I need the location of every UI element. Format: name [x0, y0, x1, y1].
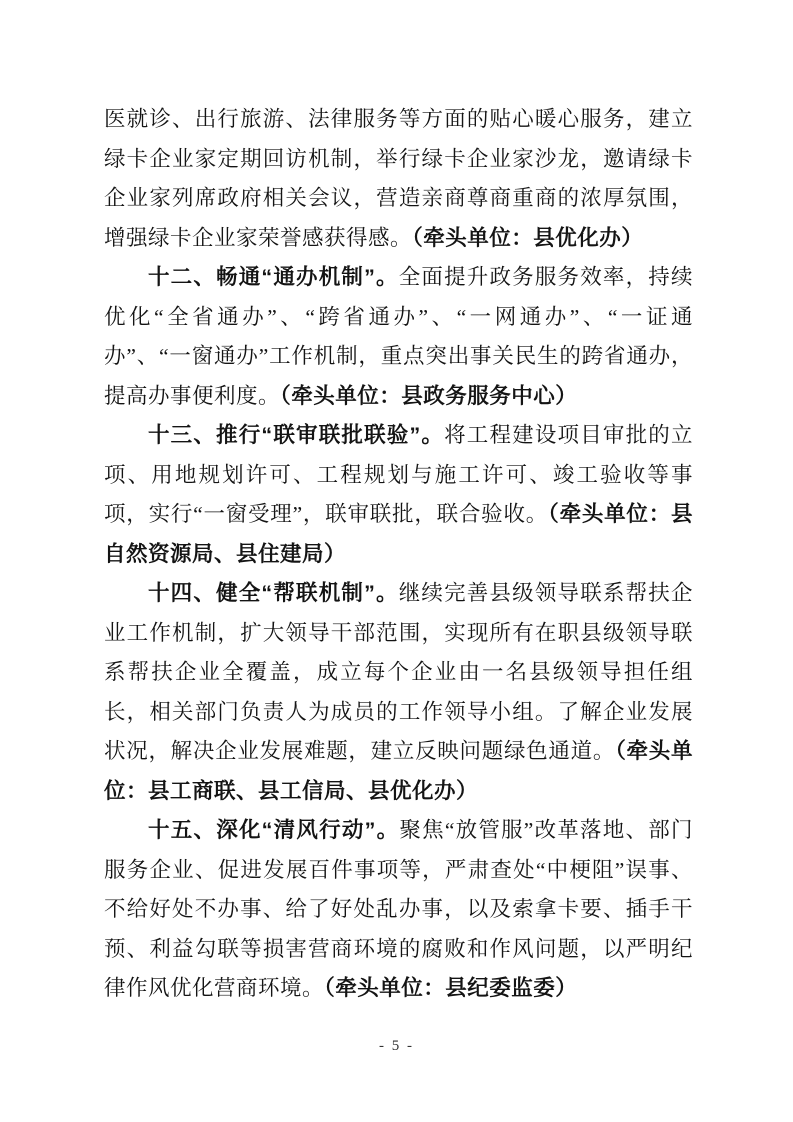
- paragraph-item-12: [104, 258, 693, 416]
- paragraph-continuation: [104, 100, 693, 258]
- lead-unit-label: （牵头单位：县纪委监委）: [324, 976, 578, 1000]
- paragraph-item-14: [104, 574, 693, 811]
- lead-unit-label: （牵头单位：县优化办）: [412, 225, 644, 250]
- item-heading: 十二、畅通“通办机制”。: [148, 265, 399, 289]
- item-heading: 十四、健全“帮联机制”。: [148, 581, 399, 605]
- lead-unit-label: （牵头单位：县政务服务中心）: [280, 383, 578, 408]
- paragraph-item-13: [104, 416, 693, 574]
- paragraph-text: 聚焦“放管服”改革落地、部门服务企业、促进发展百件事项等，严肃查处“中梗阻”误事、不给好处不办事、给了好处乱办事，以及索拿卡要、插手干预、利益勾联等损害营商环境的腐败和作风问题，以严明纪律作风优化营商环境。: [104, 818, 693, 1000]
- paragraph-item-15: [104, 811, 693, 1009]
- item-heading: 十五、深化“清风行动”。: [148, 818, 400, 842]
- paragraph-text: 全面提升政务服务效率，持续优化“全省通办”、“跨省通办”、“一网通办”、“一证通办”、“一窗通办”工作机制，重点突出事关民生的跨省通办，提高办事便利度。: [104, 265, 693, 408]
- document-body: [104, 100, 693, 1009]
- paragraph-text: 继续完善县级领导联系帮扶企业工作机制，扩大领导干部范围，实现所有在职县级领导联系帮扶企业全覆盖，成立每个企业由一名县级领导担任组长，相关部门负责人为成员的工作领导小组。了解企业发展状况，解决企业发展难题，建立反映问题绿色通道。: [104, 581, 693, 763]
- item-heading: 十三、推行“联审联批联验”。: [148, 423, 445, 447]
- lead-unit-label: （牵头单位：县自然资源局、县住建局）: [104, 502, 693, 566]
- paragraph-text: 将工程建设项目审批的立项、用地规划许可、工程规划与施工许可、竣工验收等事项，实行“一窗受理”，联审联批，联合验收。: [104, 423, 693, 526]
- lead-unit-label: （牵头单位：县工商联、县工信局、县优化办）: [104, 739, 693, 803]
- paragraph-text: 医就诊、出行旅游、法律服务等方面的贴心暖心服务，建立绿卡企业家定期回访机制，举行绿卡企业家沙龙，邀请绿卡企业家列席政府相关会议，营造亲商尊商重商的浓厚氛围，增强绿卡企业家荣誉感获得感。: [104, 107, 693, 250]
- page-number: - 5 -: [379, 1038, 414, 1054]
